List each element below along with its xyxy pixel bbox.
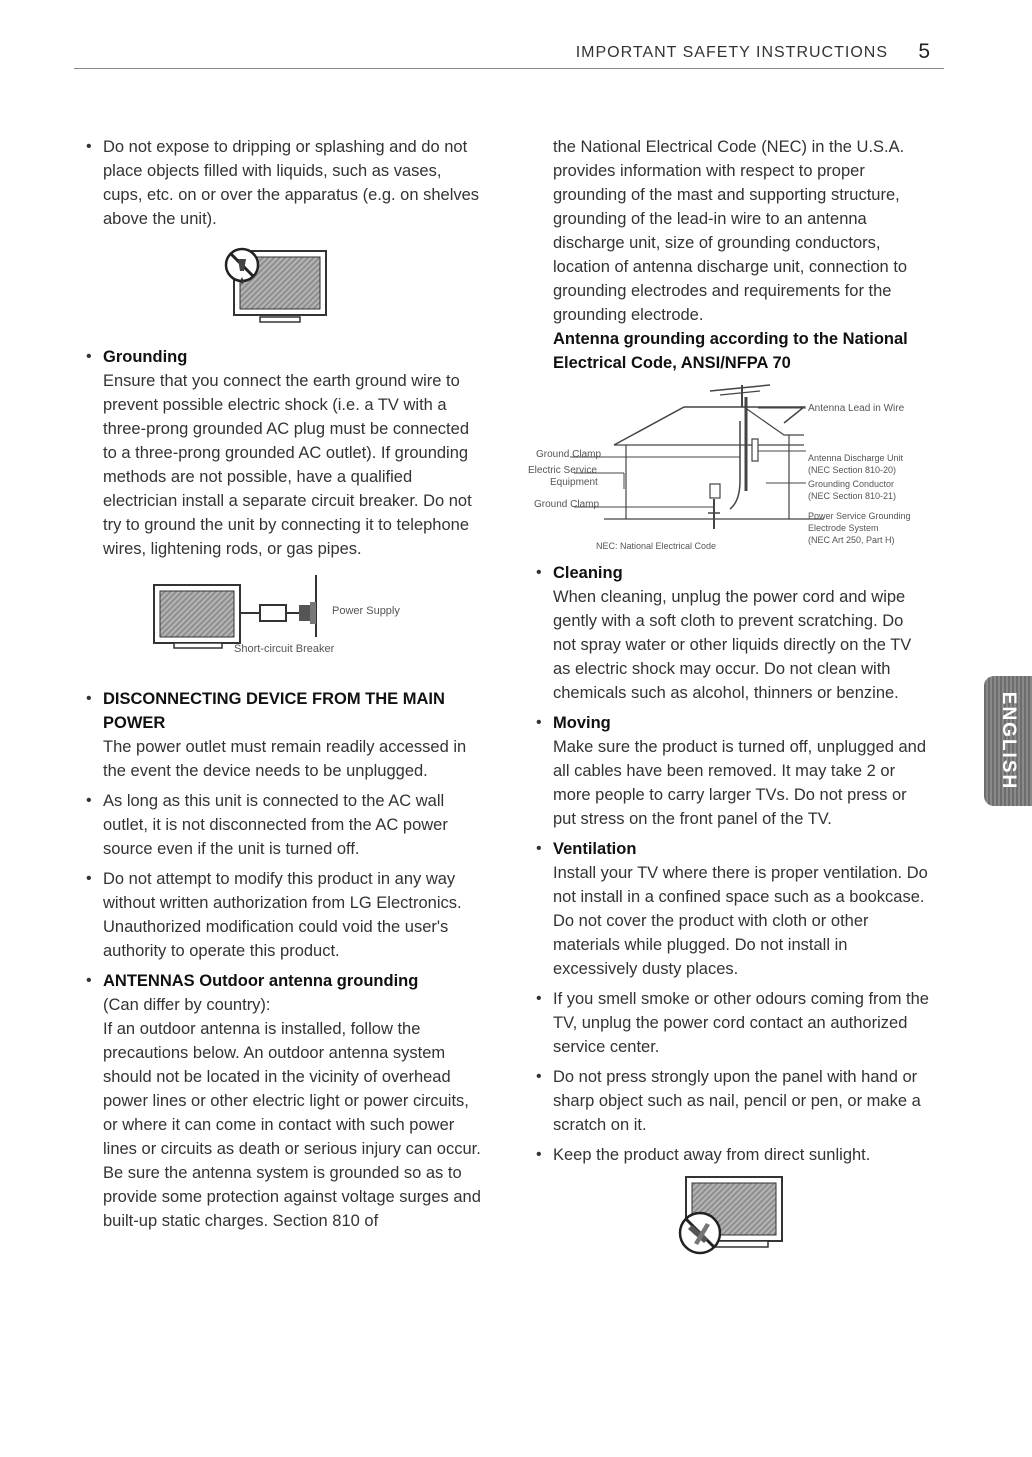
- nec-note-label: NEC: National Electrical Code: [596, 541, 717, 551]
- page-number: 5: [918, 40, 930, 63]
- bullet-dot: •: [86, 690, 92, 707]
- grounding-title: Grounding: [103, 348, 188, 366]
- bullet-dripping: [84, 135, 484, 231]
- cleaning-text: When cleaning, unplug the power cord and wipe gently with a soft cloth to prevent scratching. Do not spray water or other liquids directly on the TV as electric shock may occur. Do not clean with chemicals such as alcohol, thinners or benzine.: [553, 588, 912, 702]
- bullet-dot: •: [536, 564, 542, 581]
- electrode-label-1: Power Service Grounding: [808, 511, 911, 521]
- bullet-dot: •: [536, 990, 542, 1007]
- language-tab: [984, 676, 1032, 806]
- discharge-unit-label: Antenna Discharge Unit: [808, 453, 904, 463]
- power-supply-label: Power Supply: [332, 605, 400, 617]
- conductor-label: Grounding Conductor: [808, 479, 895, 489]
- antennas-sub: (Can differ by country):: [103, 996, 271, 1014]
- cleaning-title: Cleaning: [553, 564, 623, 582]
- header-title: IMPORTANT SAFETY INSTRUCTIONS: [575, 44, 888, 61]
- bullet-dot: •: [536, 840, 542, 857]
- ground-clamp-label-1: Ground Clamp: [536, 449, 602, 460]
- bullet-moving: [534, 711, 929, 831]
- disconnect-text: The power outlet must remain readily accessed in the event the device needs to be unplugged.: [103, 738, 467, 780]
- modify-text: Do not attempt to modify this product in any way without written authorization from LG Electronics. Unauthorized modification could void the user's authority to operate this product.: [103, 870, 462, 960]
- tv-no-sunlight-icon: [534, 1173, 929, 1263]
- grounding-text: Ensure that you connect the earth ground wire to prevent possible electric shock (i.e. a TV with a three-prong grounded AC plug must be connected to a three-prong grounded AC outlet). If grounding methods are not possible, have a qualified electrician install a separate circuit breaker. Do not try to ground the unit by connecting it to telephone wires, lightening rods, or gas pipes.: [103, 372, 472, 558]
- page-header: [74, 42, 944, 69]
- electric-service-label-2: Equipment: [550, 477, 598, 488]
- bullet-dot: •: [536, 1146, 542, 1163]
- bullet-dot: •: [86, 138, 92, 155]
- tv-no-liquid-icon: [84, 237, 484, 345]
- left-column: [84, 135, 484, 1239]
- ventilation-text: Install your TV where there is proper ventilation. Do not install in a confined space such as a bookcase. Do not cover the product with cloth or other materials while plugged. Do not install in excessively dusty places.: [553, 864, 928, 978]
- bullet-smoke: [534, 987, 929, 1059]
- electrode-label-3: (NEC Art 250, Part H): [808, 535, 895, 545]
- sunlight-text: Keep the product away from direct sunlight.: [553, 1146, 871, 1164]
- dripping-text: Do not expose to dripping or splashing and do not place objects filled with liquids, such as vases, cups, etc. on or over the apparatus (e.g. on shelves above the unit).: [103, 138, 480, 228]
- bullet-disconnect: [84, 687, 484, 783]
- language-tab-label: ENGLISH: [998, 691, 1019, 791]
- moving-text: Make sure the product is turned off, unplugged and all cables have been removed. It may take 2 or more people to carry larger TVs. Do not press or put stress on the front panel of the TV.: [553, 738, 927, 828]
- ac-outlet-text: As long as this unit is connected to the AC wall outlet, it is not disconnected from the AC power source even if the unit is turned off.: [103, 792, 448, 858]
- antenna-grounding-diagram: [528, 381, 929, 581]
- bullet-dot: •: [536, 714, 542, 731]
- bullet-grounding: [84, 345, 484, 561]
- nec-text: the National Electrical Code (NEC) in the U.S.A. provides information with respect to proper grounding of the mast and supporting structure, grounding of the lead-in wire to an antenna discharge unit, size of grounding conductors, location of antenna discharge unit, connection to grounding electrodes and requirements for the grounding electrode.: [553, 138, 908, 324]
- electric-service-label-1: Electric Service: [528, 465, 597, 476]
- discharge-section-label: (NEC Section 810-20): [808, 465, 897, 475]
- lead-in-label: Antenna Lead in Wire: [808, 403, 905, 414]
- tv-breaker-icon: [84, 575, 484, 675]
- antennas-title: ANTENNAS Outdoor antenna grounding: [103, 972, 419, 990]
- bullet-ventilation: [534, 837, 929, 981]
- bullet-dot: •: [86, 972, 92, 989]
- bullet-ac-outlet: [84, 789, 484, 861]
- ground-clamp-label-2: Ground Clamp: [534, 499, 600, 510]
- moving-title: Moving: [553, 714, 611, 732]
- bullet-modify: [84, 867, 484, 963]
- antennas-text: If an outdoor antenna is installed, follow the precautions below. An outdoor antenna system should not be located in the vicinity of overhead power lines or other electric light or power circuits, or where it can come in contact with such power lines or circuits as death or serious injury can occur. Be sure the antenna system is grounded so as to provide some protection against voltage surges and built-up static charges. Section 810 of: [103, 1020, 481, 1230]
- disconnect-title: DISCONNECTING DEVICE FROM THE MAIN POWER: [103, 690, 445, 732]
- bullet-dot: •: [536, 1068, 542, 1085]
- no-sunlight-illustration: [534, 1173, 929, 1263]
- press-text: Do not press strongly upon the panel with hand or sharp object such as nail, pencil or pen, or make a scratch on it.: [553, 1068, 921, 1134]
- bullet-dot: •: [86, 348, 92, 365]
- ventilation-title: Ventilation: [553, 840, 637, 858]
- antenna-grounding-heading: Antenna grounding according to the National Electrical Code, ANSI/NFPA 70: [553, 330, 908, 372]
- bullet-sunlight: [534, 1143, 929, 1167]
- electrode-label-2: Electrode System: [808, 523, 879, 533]
- conductor-section-label: (NEC Section 810-21): [808, 491, 897, 501]
- no-liquids-illustration: [84, 237, 484, 347]
- grounding-illustration: [84, 575, 484, 681]
- smoke-text: If you smell smoke or other odours coming from the TV, unplug the power cord contact an authorized service center.: [553, 990, 929, 1056]
- bullet-press: [534, 1065, 929, 1137]
- breaker-label: Short-circuit Breaker: [234, 643, 335, 655]
- right-column: [528, 135, 929, 1263]
- bullet-dot: •: [86, 792, 92, 809]
- bullet-antennas: [84, 969, 484, 1233]
- bullet-dot: •: [86, 870, 92, 887]
- bullet-cleaning: [534, 561, 929, 705]
